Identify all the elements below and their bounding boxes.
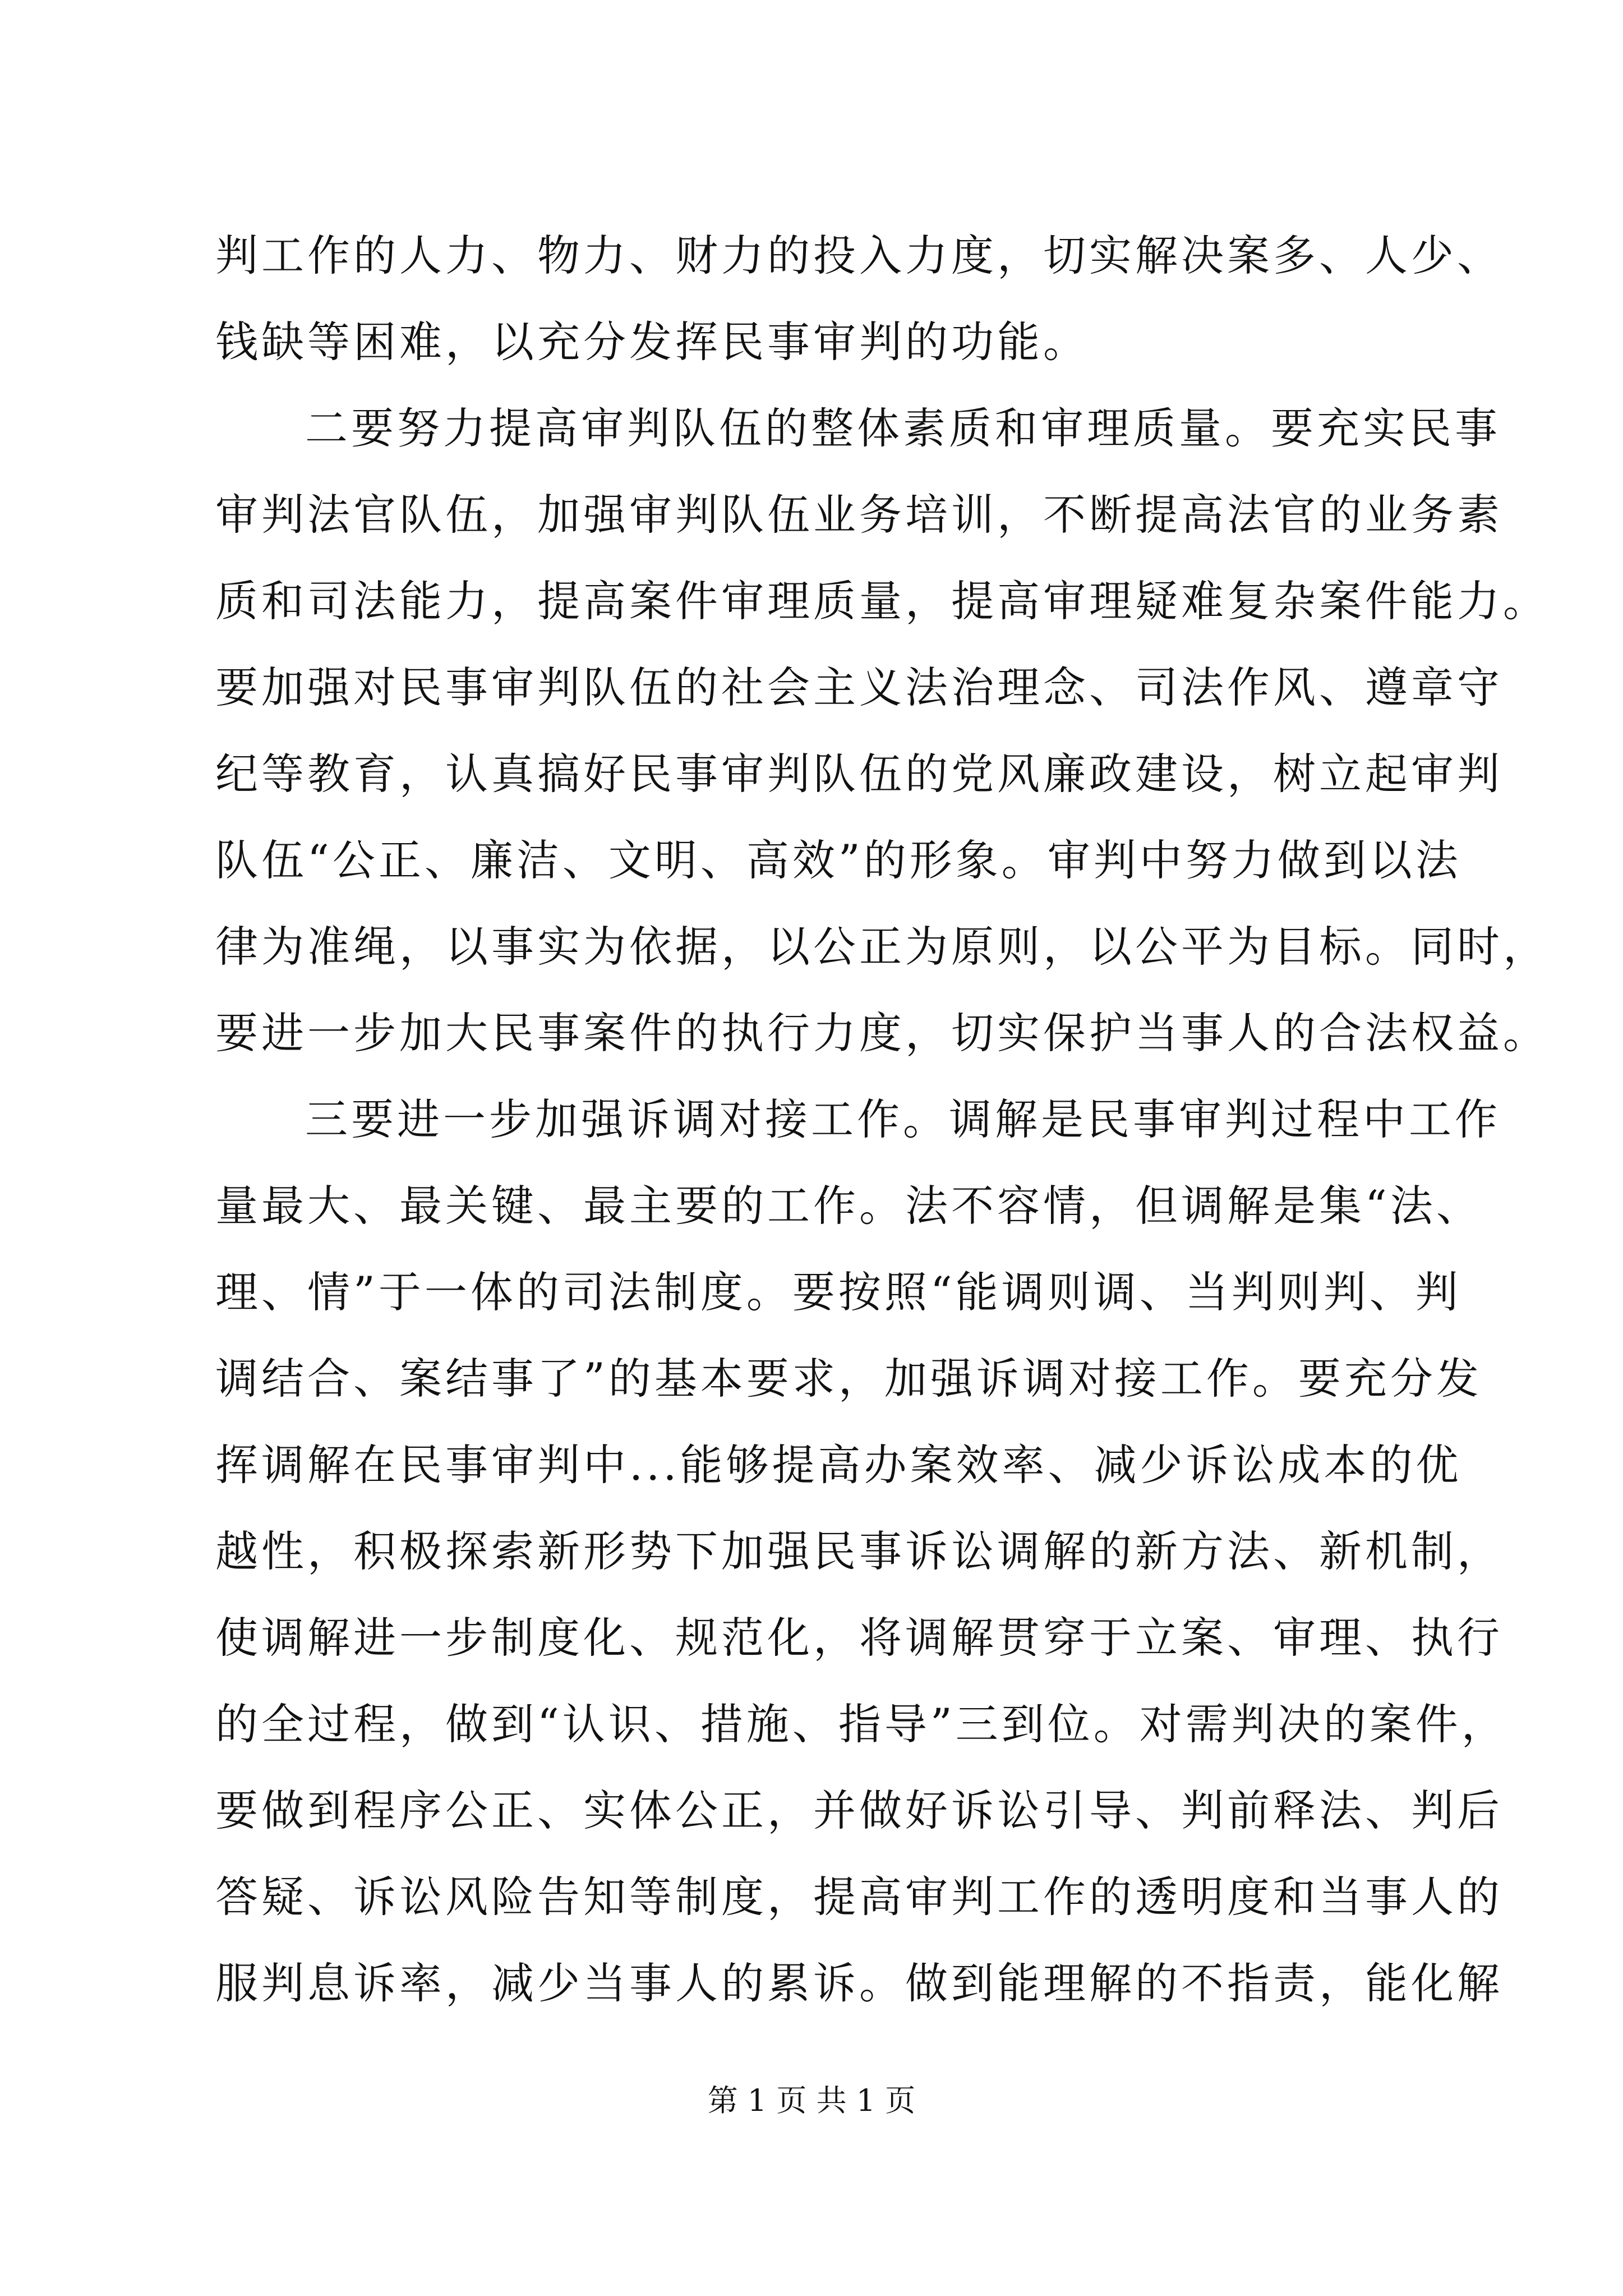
text-line: 质和司法能力，提高案件审理质量，提高审理疑难复杂案件能力。 <box>215 576 1549 626</box>
text-line: 服判息诉率，减少当事人的累诉。做到能理解的不指责，能化解 <box>215 1958 1503 2008</box>
text-line: 钱缺等困难，以充分发挥民事审判的功能。 <box>215 317 1089 367</box>
text-line: 使调解进一步制度化、规范化，将调解贯穿于立案、审理、执行 <box>215 1613 1503 1663</box>
text-line: 量最大、最关键、最主要的工作。法不容情，但调解是集“法、 <box>215 1181 1482 1231</box>
text-line: 要做到程序公正、实体公正，并做好诉讼引导、判前释法、判后 <box>215 1786 1503 1835</box>
text-line: 队伍“公正、廉洁、文明、高效”的形象。审判中努力做到以法 <box>215 835 1461 885</box>
paragraph-start-line: 二要努力提高审判队伍的整体素质和审理质量。要充实民事 <box>305 403 1501 453</box>
text-line: 调结合、案结事了”的基本要求，加强诉调对接工作。要充分发 <box>215 1354 1482 1404</box>
body-text <box>215 213 1549 2027</box>
text-line: 理、情”于一体的司法制度。要按照“能调则调、当判则判、判 <box>215 1267 1461 1317</box>
text-line: 要进一步加大民事案件的执行力度，切实保护当事人的合法权益。 <box>215 1008 1549 1058</box>
text-line: 的全过程，做到“认识、措施、指导”三到位。对需判决的案件， <box>215 1699 1507 1749</box>
text-line: 要加强对民事审判队伍的社会主义法治理念、司法作风、遵章守 <box>215 662 1503 712</box>
page-number-footer: 第 1 页 共 1 页 <box>707 2083 916 2118</box>
paragraph-start-line: 三要进一步加强诉调对接工作。调解是民事审判过程中工作 <box>305 1094 1501 1144</box>
text-line: 判工作的人力、物力、财力的投入力度，切实解决案多、人少、 <box>215 231 1503 280</box>
text-line: 答疑、诉讼风险告知等制度，提高审判工作的透明度和当事人的 <box>215 1872 1503 1922</box>
text-line: 纪等教育，认真搞好民事审判队伍的党风廉政建设，树立起审判 <box>215 749 1503 799</box>
text-line: 律为准绳，以事实为依据，以公正为原则，以公平为目标。同时， <box>215 922 1549 972</box>
text-line: 越性，积极探索新形势下加强民事诉讼调解的新方法、新机制， <box>215 1526 1503 1576</box>
text-line: 审判法官队伍，加强审判队伍业务培训，不断提高法官的业务素 <box>215 490 1503 540</box>
text-line: 挥调解在民事审判中...能够提高办案效率、减少诉讼成本的优 <box>215 1440 1462 1490</box>
